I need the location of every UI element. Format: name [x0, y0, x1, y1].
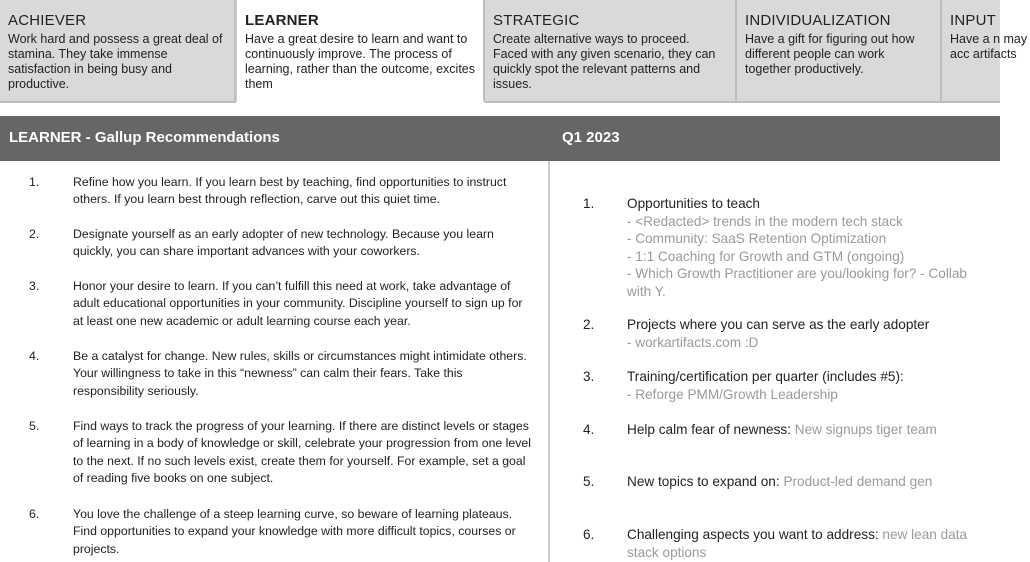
plan-detail: - workartifacts.com :D [627, 334, 759, 350]
tab-individualization[interactable] [737, 0, 942, 103]
plan-detail: - <Redacted> trends in the modern tech stack [627, 213, 903, 229]
plan-detail: new lean data stack options [627, 527, 968, 560]
plan-number: 5. [583, 474, 595, 489]
plan-title: Help calm fear of newness: [627, 422, 791, 437]
tab-description: Have a great desire to learn and want to continuously improve. The process of learning, rather than the outcome, excites them [245, 32, 475, 91]
plan-number: 4. [583, 422, 595, 437]
column-divider [548, 161, 550, 562]
tab-learner[interactable] [236, 0, 485, 103]
tab-title: LEARNER [245, 12, 319, 29]
plan-detail: Product-led demand gen [783, 474, 933, 489]
plan-number: 6. [583, 527, 595, 542]
tab-title: ACHIEVER [8, 12, 87, 29]
tab-description: Have a gift for figuring out how different people can work together productively. [745, 32, 915, 76]
tab-strategic[interactable] [485, 0, 737, 103]
plan-detail: New signups tiger team [794, 422, 937, 437]
tab-title: STRATEGIC [493, 12, 580, 29]
tab-description: Work hard and possess a great deal of stamina. They take immense satisfaction in being busy and productive. [8, 32, 223, 91]
plan-title: New topics to expand on: [627, 474, 780, 489]
recommendations-title: LEARNER - Gallup Recommendations [9, 129, 280, 146]
plan-detail: - Reforge PMM/Growth Leadership [627, 386, 838, 402]
tab-title: INPUT [950, 12, 996, 29]
plan-title: Challenging aspects you want to address: [627, 527, 879, 542]
plan-number: 2. [583, 317, 595, 332]
plan-title: Training/certification per quarter (includes #5): [627, 369, 904, 384]
plan-detail: - 1:1 Coaching for Growth and GTM (ongoing) [627, 248, 905, 264]
item-number: 4. [29, 349, 40, 363]
item-number: 2. [29, 227, 40, 241]
tab-input[interactable] [942, 0, 1028, 103]
item-text: Be a catalyst for change. New rules, skills or circumstances might intimidate others. Your willingness to take in this “newness” can calm their fears. Take this responsibility seriously. [73, 349, 527, 398]
item-text: Find ways to track the progress of your learning. If there are distinct levels or stages of learning in a body of knowledge or skill, celebrate your progression from one level to the next. If no such levels exist, create them for yourself. For example, set a goal of reading five books on one subject. [73, 419, 531, 485]
quarter-title: Q1 2023 [562, 129, 620, 146]
strengths-tab-bar [0, 0, 1028, 103]
plan-title: Projects where you can serve as the early adopter [627, 317, 930, 332]
tab-description: Create alternative ways to proceed. Faced with any given scenario, they can quickly spot the relevant patterns and issues. [493, 32, 716, 91]
plan-title: Opportunities to teach [627, 196, 760, 211]
tab-title: INDIVIDUALIZATION [745, 12, 891, 29]
item-text: Honor your desire to learn. If you can’t fulfill this need at work, take advantage of adult educational opportunities in your community. Discipline yourself to sign up for at least one new academic or adult learning course each year. [73, 279, 523, 328]
item-text: Refine how you learn. If you learn best by teaching, find opportunities to instruct others. If you learn best through reflection, carve out this quiet time. [73, 175, 507, 207]
item-number: 5. [29, 419, 40, 433]
item-text: You love the challenge of a steep learning curve, so beware of learning plateaus. Find opportunities to expand your knowledge with more difficult topics, courses or projects. [73, 507, 516, 556]
tab-description: Have a n may acc artifacts [950, 32, 1028, 61]
plan-number: 1. [583, 196, 595, 211]
item-text: Designate yourself as an early adopter of new technology. Because you learn quickly, you can share important advances with your coworkers. [73, 227, 494, 259]
plan-detail: - Which Growth Practitioner are you/looking for? - Collab with Y. [627, 266, 967, 299]
plan-number: 3. [583, 369, 595, 384]
plan-detail: - Community: SaaS Retention Optimization [627, 231, 887, 246]
item-number: 3. [29, 279, 40, 293]
section-header [0, 116, 1000, 161]
item-number: 1. [29, 175, 40, 189]
item-number: 6. [29, 507, 40, 521]
tab-achiever[interactable] [0, 0, 236, 103]
